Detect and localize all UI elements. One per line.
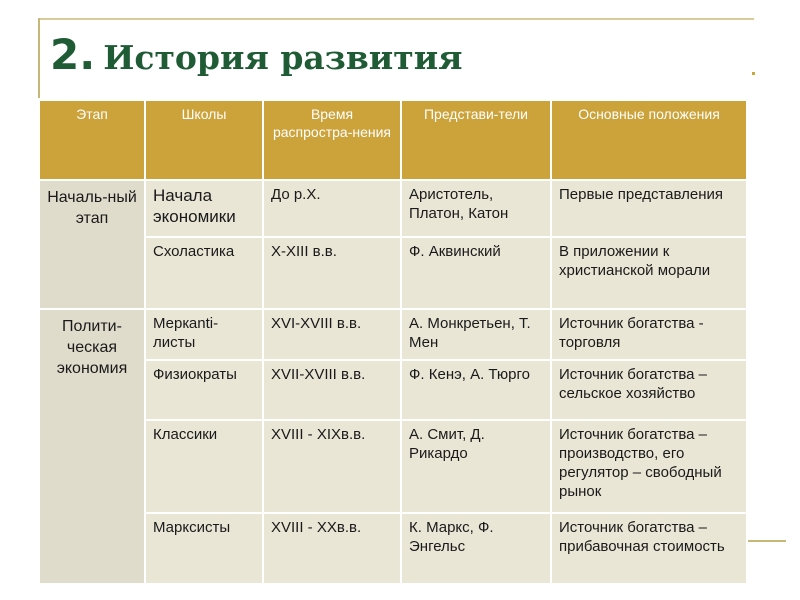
table-row bbox=[39, 360, 747, 420]
header-stage: Этап bbox=[39, 100, 145, 180]
time-cell: До р.Х. bbox=[263, 180, 401, 237]
header-tenets: Основные положения bbox=[551, 100, 747, 180]
tenets-cell: Источник богатства - торговля bbox=[551, 309, 747, 360]
table-row bbox=[39, 237, 747, 309]
history-table bbox=[38, 99, 748, 585]
reps-cell: К. Маркс, Ф. Энгельс bbox=[401, 513, 551, 584]
school-cell: Классики bbox=[145, 420, 263, 513]
tenets-cell: Первые представления bbox=[551, 180, 747, 237]
tenets-cell: Источник богатства – производство, его регулятор – свободный рынок bbox=[551, 420, 747, 513]
time-cell: XVI-XVIII в.в. bbox=[263, 309, 401, 360]
table-row bbox=[39, 513, 747, 584]
school-cell: Физиократы bbox=[145, 360, 263, 420]
tenets-cell: Источник богатства – прибавочная стоимость bbox=[551, 513, 747, 584]
school-cell: Меркanti-листы bbox=[145, 309, 263, 360]
reps-cell: Ф. Кенэ, А. Тюрго bbox=[401, 360, 551, 420]
slide-title bbox=[50, 30, 463, 79]
school-cell: Начала экономики bbox=[145, 180, 263, 237]
header-time: Время распростра-нения bbox=[263, 100, 401, 180]
stage-cell: Полити-ческая экономия bbox=[39, 309, 145, 584]
school-cell: Схоластика bbox=[145, 237, 263, 309]
stage-cell: Началь-ный этап bbox=[39, 180, 145, 309]
time-cell: XVIII - XIXв.в. bbox=[263, 420, 401, 513]
time-cell: XVIII - XXв.в. bbox=[263, 513, 401, 584]
header-representatives: Представи-тели bbox=[401, 100, 551, 180]
decorative-top-line bbox=[38, 18, 754, 20]
table-row bbox=[39, 309, 747, 360]
title-number: 2. bbox=[50, 30, 96, 79]
table-header-row bbox=[39, 100, 747, 180]
decorative-dot bbox=[752, 72, 755, 75]
decorative-right-line bbox=[746, 540, 786, 542]
decorative-left-line bbox=[38, 18, 40, 98]
table-row bbox=[39, 420, 747, 513]
table-row bbox=[39, 180, 747, 237]
time-cell: XVII-XVIII в.в. bbox=[263, 360, 401, 420]
reps-cell: А. Смит, Д. Рикардо bbox=[401, 420, 551, 513]
time-cell: X-XIII в.в. bbox=[263, 237, 401, 309]
reps-cell: Аристотель, Платон, Катон bbox=[401, 180, 551, 237]
reps-cell: А. Монкретьен, Т. Мен bbox=[401, 309, 551, 360]
title-text: История развития bbox=[103, 38, 463, 77]
header-schools: Школы bbox=[145, 100, 263, 180]
tenets-cell: В приложении к христианской морали bbox=[551, 237, 747, 309]
reps-cell: Ф. Аквинский bbox=[401, 237, 551, 309]
school-cell: Марксисты bbox=[145, 513, 263, 584]
tenets-cell: Источник богатства – сельское хозяйство bbox=[551, 360, 747, 420]
